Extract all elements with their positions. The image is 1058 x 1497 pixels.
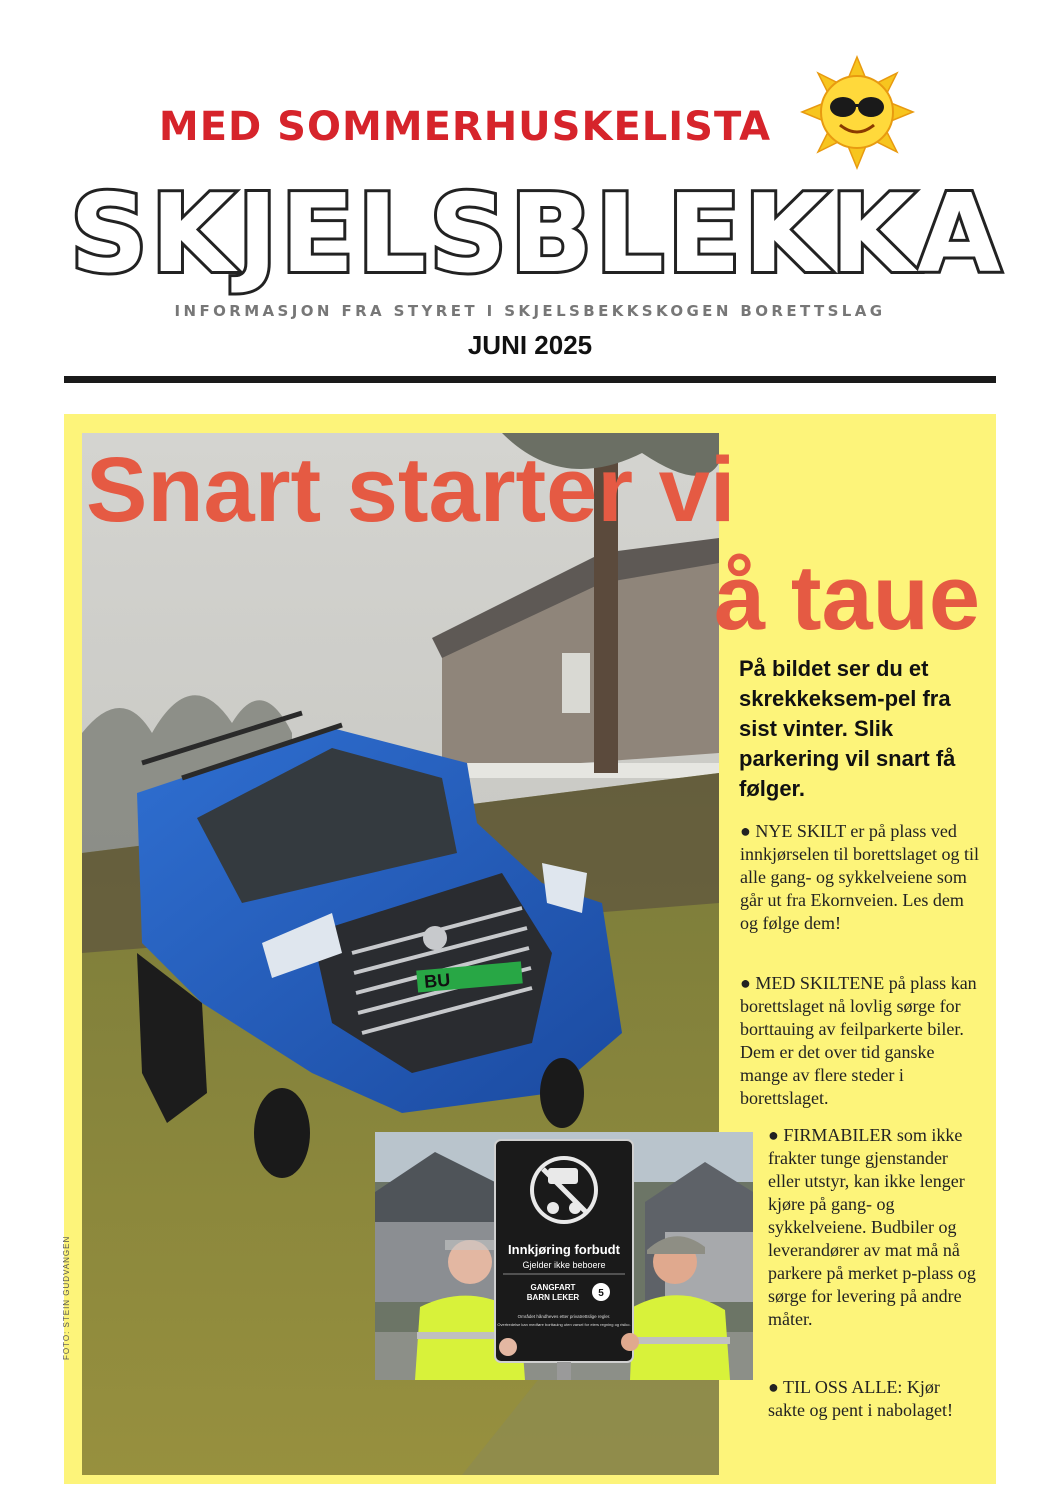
sun-with-sunglasses-icon [800,55,915,170]
plate-text: BU [423,969,452,992]
paragraph-new-signs: ● NYE SKILT er på plass ved innkjørselen til borettslaget og til alle gang- og sykkelveiene som går ut fra Ekornveien. Les dem og følge dem! [740,821,979,933]
issue-date: JUNI 2025 [467,330,593,360]
inset-photo-sign [375,1132,753,1380]
photo-credit: FOTO: STEIN GUDVANGEN [62,1235,71,1360]
masthead: SKJELSBLEKKA [70,172,1004,297]
kicker-title: MED SOMMERHUSKELISTA [158,104,772,150]
sign-subtitle: Gjelder ikke beboere [522,1260,606,1270]
sign-speed: 5 [598,1288,604,1299]
sign-warning-2: BARN LEKER [526,1293,580,1302]
paragraph-drive-slowly: ● TIL OSS ALLE: Kjør sakte og pent i nabolaget! [768,1377,953,1420]
sign-warning-1: GANGFART [530,1283,576,1292]
sign-small-text-1: Området håndheves etter privatrettslige regler. [517,1314,611,1319]
sign-small-text-2: Overtredelse kan medføre borttauing uten varsel for eiers regning og risiko. [497,1322,631,1327]
headline-line-1: Snart starter vi [86,439,736,541]
article-lead: På bildet ser du et skrekkeksem-pel fra sist vinter. Slik parkering vil snart få følger. [739,656,956,801]
paragraph-company-cars: ● FIRMABILER som ikke frakter tunge gjenstander eller utstyr, kan ikke lenger kjøre på gang- og sykkelveiene. Budbiler og leverandører av mat må nå parkere på merket p-plass og sørge for levering på andre måter. [768,1125,976,1329]
tagline: INFORMASJON FRA STYRET I SKJELSBEKKSKOGEN BORETTSLAG [174,302,886,320]
paragraph-towing: ● MED SKILTENE på plass kan borettslaget nå lovlig sørge for borttauing av feilparkerte biler. Dem er det over tid ganske mange av flere steder i borettslaget. [740,973,977,1108]
sign-title: Innkjøring forbudt [508,1242,620,1257]
header-divider [64,376,996,383]
headline-line-2: å taue [714,547,980,649]
